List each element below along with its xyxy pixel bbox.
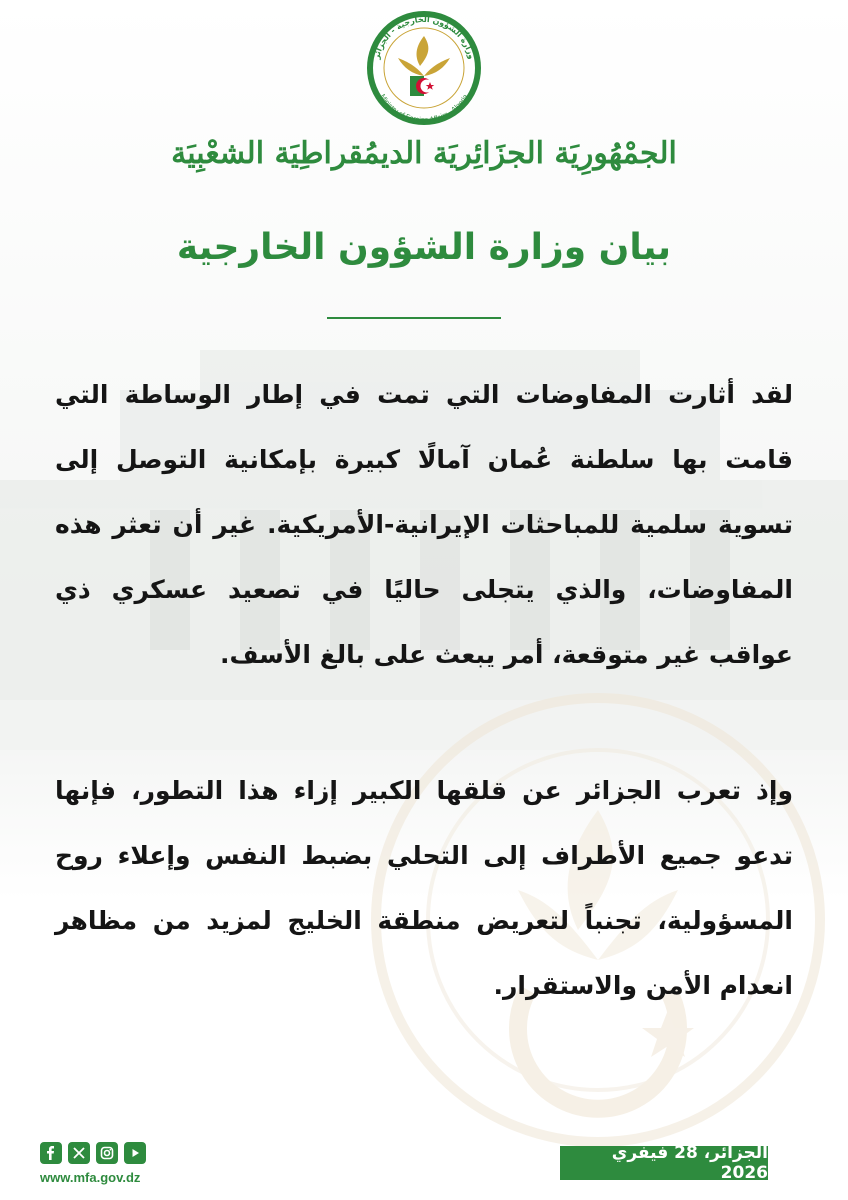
ministry-logo xyxy=(358,6,490,126)
statement-paragraph-2: وإذ تعرب الجزائر عن قلقها الكبير إزاء هذا التطور، فإنها تدعو جميع الأطراف إلى التحلي بضبط النفس وإعلاء روح المسؤولية، تجنباً لتعريض منطقة الخليج لمزيد من مظاهر انعدام الأمن والاستقرار. xyxy=(55,776,793,1000)
title-divider xyxy=(327,317,501,319)
republic-name: الجمْهُورِيَة الجزَائِريَة الديمُقراطِيَة الشعْبِيَة xyxy=(171,136,677,171)
youtube-icon[interactable] xyxy=(124,1142,146,1164)
facebook-icon[interactable] xyxy=(40,1142,62,1164)
logo-english-text: Ministry of Foreign Affairs - Algeria xyxy=(378,93,470,125)
date-badge: الجزائر، 28 فيفري 2026 xyxy=(560,1146,768,1180)
statement-title: بيان وزارة الشؤون الخارجية xyxy=(176,227,672,268)
social-links xyxy=(40,1142,146,1164)
website-link[interactable]: www.mfa.gov.dz xyxy=(40,1170,141,1185)
instagram-icon[interactable] xyxy=(96,1142,118,1164)
x-icon[interactable] xyxy=(68,1142,90,1164)
logo-arabic-text: وزارة الشؤون الخارجية - الجزائر xyxy=(371,14,477,61)
statement-paragraph-1: لقد أثارت المفاوضات التي تمت في إطار الوساطة التي قامت بها سلطنة عُمان آمالًا كبيرة بإمكانية التوصل إلى تسوية سلمية للمباحثات الإيرانية-الأمريكية. غير أن تعثر هذه المفاوضات، والذي يتجلى حاليًا في تصعيد عسكري ذي عواقب غير متوقعة، أمر يبعث على بالغ الأسف. xyxy=(55,380,793,669)
